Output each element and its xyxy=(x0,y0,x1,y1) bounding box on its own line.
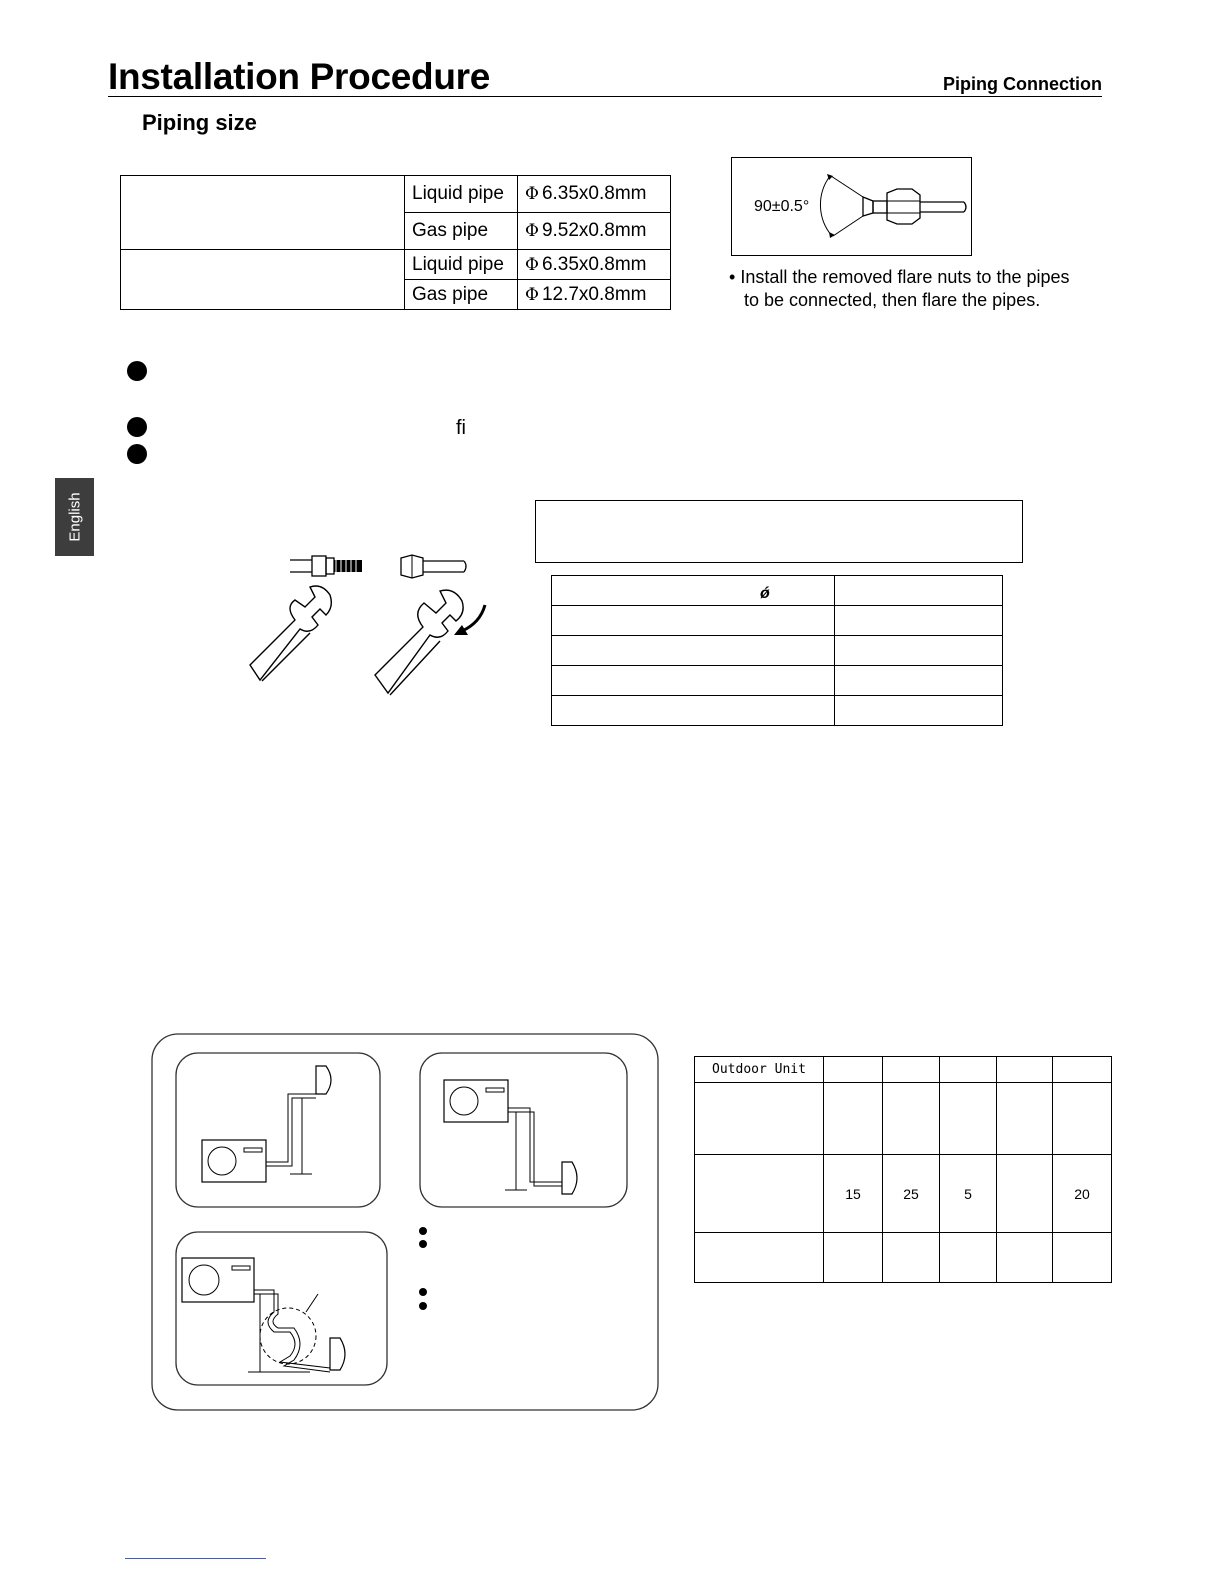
table-cell xyxy=(552,636,835,666)
table-cell xyxy=(997,1155,1053,1233)
diameter-icon: Φ xyxy=(525,184,539,204)
table-row xyxy=(695,1233,1112,1283)
torque-note-box xyxy=(535,500,1023,563)
pipe-kind-cell: Gas pipe xyxy=(405,280,518,310)
table-header-cell xyxy=(835,576,1003,606)
table-row xyxy=(552,696,1003,726)
table-cell xyxy=(1053,1233,1112,1283)
table-cell xyxy=(824,1083,883,1155)
model-cell xyxy=(121,250,405,310)
note-text: to be connected, then flare the pipes. xyxy=(744,290,1041,310)
table-row xyxy=(552,576,1003,606)
pipe-size-value: 9.52x0.8mm xyxy=(541,220,647,241)
installation-position-diagram xyxy=(150,1032,662,1414)
pipe-size-value: 6.35x0.8mm xyxy=(541,253,647,275)
table-cell xyxy=(835,606,1003,636)
flare-pipe-icon xyxy=(732,158,971,255)
model-cell xyxy=(121,176,405,250)
diameter-mark: ǿ xyxy=(760,585,770,602)
table-header-cell: Outdoor Unit xyxy=(695,1057,824,1083)
section-label: Piping Connection xyxy=(943,74,1102,94)
pipe-size-value: 12.7x0.8mm xyxy=(541,283,647,305)
pipe-size-cell xyxy=(518,176,671,213)
page-title: Installation Procedure xyxy=(108,56,490,97)
table-cell xyxy=(997,1083,1053,1155)
table-header-cell xyxy=(940,1057,997,1083)
table-cell xyxy=(552,696,835,726)
pipe-size-cell xyxy=(518,213,671,250)
torque-table xyxy=(551,575,1003,726)
pipe-size-cell xyxy=(518,280,671,310)
table-row xyxy=(695,1057,1112,1083)
piping-size-table xyxy=(120,175,671,310)
flare-note xyxy=(729,266,1070,312)
flare-diagram xyxy=(731,157,972,256)
language-tab xyxy=(55,478,94,556)
table-cell xyxy=(695,1083,824,1155)
table-cell xyxy=(940,1233,997,1283)
footer-rule xyxy=(125,1558,266,1559)
pipe-kind-cell: Liquid pipe xyxy=(405,176,518,213)
table-row xyxy=(121,176,671,213)
text-fragment: fi xyxy=(456,417,466,439)
table-cell xyxy=(695,1155,824,1233)
table-cell xyxy=(695,1233,824,1283)
piping-size-heading: Piping size xyxy=(142,110,257,135)
note-text: Install the removed flare nuts to the pipes xyxy=(740,267,1070,287)
table-cell: 15 xyxy=(824,1155,883,1233)
bullet-icon xyxy=(419,1302,427,1310)
bullet-icon xyxy=(419,1240,427,1248)
bullet-icon xyxy=(127,361,147,381)
table-cell xyxy=(997,1233,1053,1283)
table-cell xyxy=(552,606,835,636)
wrench-icon xyxy=(240,545,490,700)
table-cell xyxy=(835,666,1003,696)
table-cell: 20 xyxy=(1053,1155,1112,1233)
diameter-icon: Φ xyxy=(525,254,539,275)
bullet-icon xyxy=(419,1288,427,1296)
pipe-kind-cell: Gas pipe xyxy=(405,213,518,250)
table-row xyxy=(121,250,671,280)
table-header-cell xyxy=(1053,1057,1112,1083)
table-row xyxy=(552,666,1003,696)
bullet-icon xyxy=(127,444,147,464)
diameter-icon: Φ xyxy=(525,221,539,241)
table-row xyxy=(695,1155,1112,1233)
pipe-kind-cell: Liquid pipe xyxy=(405,250,518,280)
table-header-cell xyxy=(997,1057,1053,1083)
table-header-cell xyxy=(883,1057,940,1083)
table-cell xyxy=(940,1083,997,1155)
table-cell xyxy=(883,1083,940,1155)
table-cell: 5 xyxy=(940,1155,997,1233)
flare-angle-label: 90±0.5° xyxy=(754,198,810,215)
pipe-size-value: 6.35x0.8mm xyxy=(541,183,647,204)
bullet-icon xyxy=(127,417,147,437)
header-rule xyxy=(108,96,1102,97)
outdoor-unit-table xyxy=(694,1056,1112,1283)
table-row xyxy=(695,1083,1112,1155)
table-cell: 25 xyxy=(883,1155,940,1233)
table-cell xyxy=(835,636,1003,666)
table-header-cell xyxy=(552,576,835,606)
table-cell xyxy=(552,666,835,696)
table-row xyxy=(552,636,1003,666)
diameter-icon: Φ xyxy=(525,284,539,305)
table-row xyxy=(552,606,1003,636)
bullet-icon: • xyxy=(729,267,741,287)
bullet-icon xyxy=(419,1227,427,1235)
pipe-size-cell xyxy=(518,250,671,280)
list-item xyxy=(729,266,1070,289)
table-cell xyxy=(824,1233,883,1283)
language-tab-label: English xyxy=(66,492,83,542)
table-header-cell xyxy=(824,1057,883,1083)
table-cell xyxy=(883,1233,940,1283)
table-cell xyxy=(835,696,1003,726)
table-cell xyxy=(1053,1083,1112,1155)
